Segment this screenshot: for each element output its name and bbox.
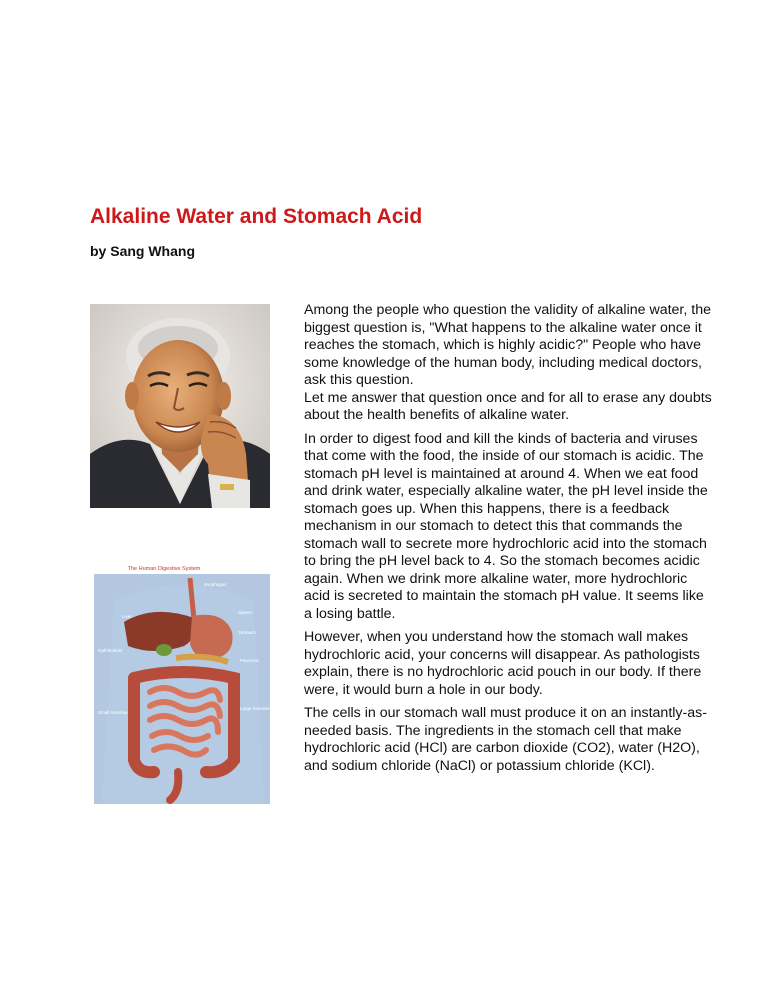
article-paragraph: Let me answer that question once and for all to erase any doubts about the health benefits of alkaline water. — [304, 389, 712, 423]
author-portrait-image — [90, 304, 270, 508]
digestive-system-illustration — [94, 560, 270, 804]
label-pancreas: Pancreas — [240, 658, 260, 663]
article-title: Alkaline Water and Stomach Acid — [90, 205, 423, 228]
label-large-intestine: Large Intestine — [240, 706, 270, 711]
author-portrait — [90, 304, 270, 508]
label-gall-bladder: Gall Bladder — [98, 648, 123, 653]
article-byline: by Sang Whang — [90, 243, 195, 259]
label-esophagus: Esophagus — [204, 582, 227, 587]
digestive-system-diagram — [94, 560, 270, 804]
label-liver: Liver — [122, 614, 132, 619]
label-stomach: Stomach — [238, 630, 256, 635]
article-paragraph: In order to digest food and kill the kinds of bacteria and viruses that come with the food, the inside of our stomach is acidic. The stomach pH level is maintained at around 4. When we eat food and drink water, especially alkaline water, the pH level inside the stomach goes up. When this happens, there is a feedback mechanism in our stomach to detect this that commands the stomach wall to secrete more hydrochloric acid into the stomach to bring the pH level back to 4. So the stomach becomes acidic again. When we drink more alkaline water, more hydrochloric acid is secreted to maintain the stomach pH value. It seems like a losing battle. — [304, 430, 708, 622]
article-paragraph: Among the people who question the validity of alkaline water, the biggest question is, "What happens to the alkaline water once it reaches the stomach, which is highly acidic?" People who have some knowledge of the human body, including medical doctors, ask this question. — [304, 302, 711, 388]
article-paragraph: The cells in our stomach wall must produce it on an instantly-as-needed basis. The ingredients in the stomach cell that make hydrochloric acid (HCl) are carbon dioxide (CO2), water (H2O), and sodium chloride (NaCl) or potassium chloride (KCl). — [304, 705, 707, 774]
article-body — [304, 302, 714, 781]
label-spleen: Spleen — [238, 610, 253, 615]
article-paragraph: However, when you understand how the stomach wall makes hydrochloric acid, your concerns will disappear. As pathologists explain, there is no hydrochloric acid pouch in our body. If there were, it would burn a hole in our body. — [304, 629, 702, 698]
label-small-intestine: Small Intestine — [98, 710, 128, 715]
diagram-title: The Human Digestive System — [127, 566, 201, 572]
